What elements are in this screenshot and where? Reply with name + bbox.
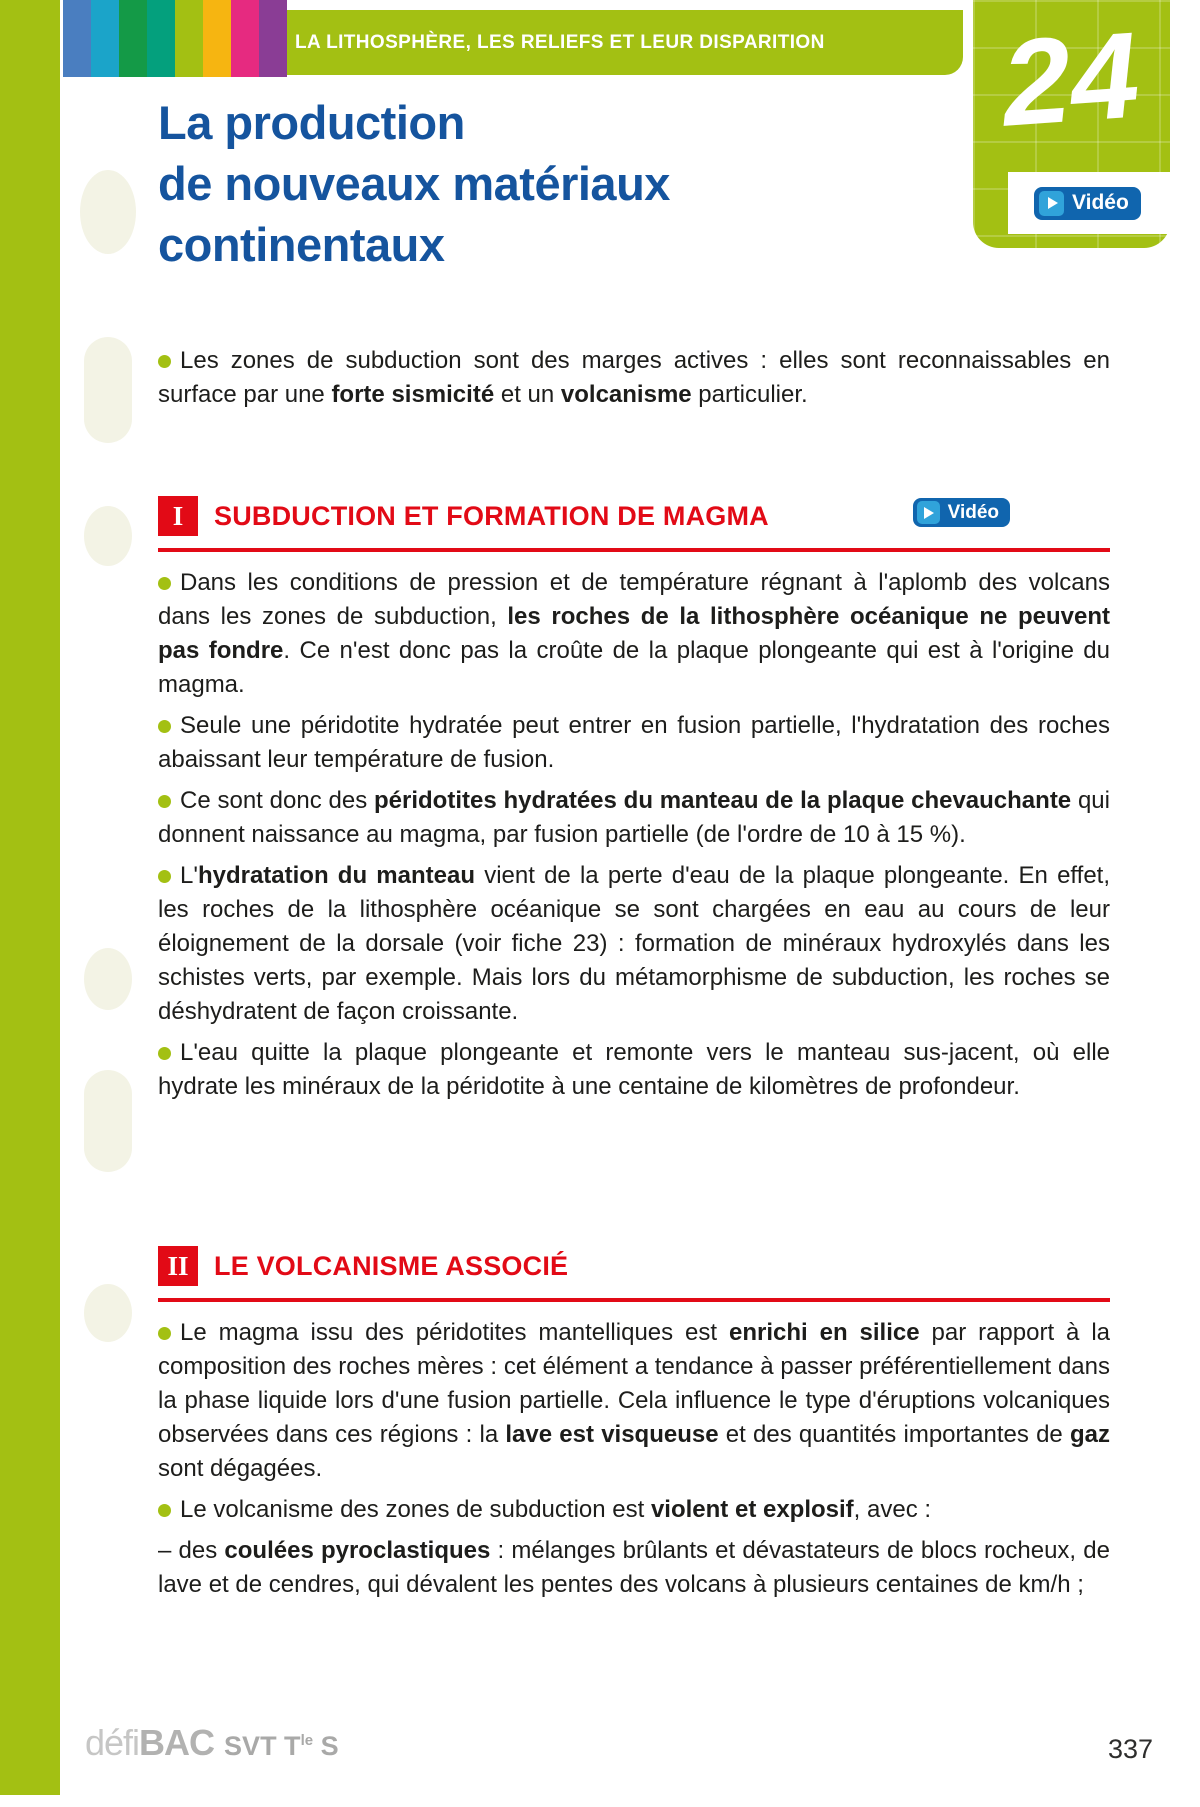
color-bar [91,0,119,77]
video-button-label: Vidéo [1072,191,1129,214]
color-bar [63,0,91,77]
color-bar [259,0,287,77]
page-number: 337 [1108,1734,1154,1764]
paragraph: Dans les conditions de pression et de température régnant à l'aplomb des volcans dans les zones de subduction, les roches de la lithosphère océanique ne peuvent pas fondre. Ce n'est donc pas la croûte de la plaque plongeante qui est à l'origine du magma. [158,569,1110,698]
heading-rule [158,548,1110,552]
paragraph: Seule une péridotite hydratée peut entrer en fusion partielle, l'hydratation des roches abaissant leur température de fusion. [158,712,1110,773]
intro-paragraphs [158,344,1110,419]
video-button-label: Vidéo [947,501,999,523]
banner-title: LA LITHOSPHÈRE, LES RELIEFS ET LEUR DISPARITION [295,31,825,53]
section-heading-row [158,1246,1110,1286]
paragraph: L'eau quitte la plaque plongeante et remonte vers le manteau sus-jacent, où elle hydrate les minéraux de la péridotite à une centaine de kilomètres de profondeur. [158,1039,1110,1100]
paragraph: Le magma issu des péridotites mantelliques est enrichi en silice par rapport à la composition des roches mères : cet élément a tendance à passer préférentiellement dans la phase liquide lors d'une fusion partielle. Cela influence le type d'éruptions volcaniques observées dans ces régions : la lave est visqueuse et des quantités importantes de gaz sont dégagées. [158,1319,1110,1482]
section-paragraphs [158,566,1110,1104]
section-paragraphs [158,1316,1110,1602]
heading-rule [158,1298,1110,1302]
title-line: continentaux [158,218,445,271]
play-icon [1039,191,1064,216]
section-video-button[interactable] [913,498,1010,527]
brand-logo [85,1722,339,1764]
brand-light: défi [85,1722,140,1763]
paragraph: – des coulées pyroclastiques : mélanges brûlants et dévastateurs de blocs rocheux, de lave et de cendres, qui dévalent les pentes des volcans à plusieurs centaines de km/h ; [158,1537,1110,1598]
paragraph: Les zones de subduction sont des marges actives : elles sont reconnaissables en surface par une forte sismicité et un volcanisme particulier. [158,347,1110,408]
bullet-icon [158,577,171,590]
color-bar [231,0,259,77]
section-volcanisme [158,1246,1110,1609]
bullet-icon [158,720,171,733]
paragraph: Ce sont donc des péridotites hydratées du manteau de la plaque chevauchante qui donnent naissance au magma, par fusion partielle (de l'ordre de 10 à 15 %). [158,787,1110,848]
paragraph: Le volcanisme des zones de subduction est violent et explosif, avec : [158,1493,1110,1527]
bullet-icon [158,1327,171,1340]
bullet-icon [158,870,171,883]
color-bar [175,0,203,77]
bullet-icon [158,1047,171,1060]
decor-blob [84,1070,132,1172]
section-subduction [158,496,1110,1111]
bullet-icon [158,795,171,808]
color-bar [147,0,175,77]
decor-blob [80,170,136,254]
decor-blob [84,948,132,1010]
left-edge-bar [0,0,60,1795]
section-heading: LE VOLCANISME ASSOCIÉ [214,1250,569,1281]
brand-bold: BAC [139,1722,215,1763]
chapter-number: 24 [996,5,1147,153]
bullet-icon [158,355,171,368]
bullet-icon [158,1504,171,1517]
color-bar [203,0,231,77]
title-line: La production [158,96,465,149]
play-icon [917,501,940,524]
brand-subject: SVT $T^{le}$ S [224,1731,339,1761]
chapter-video-button[interactable] [1034,187,1141,220]
color-bars-strip [63,0,287,77]
chapter-theme-banner [63,10,963,75]
section-numeral-badge: II [158,1246,198,1286]
section-numeral-badge: I [158,496,198,536]
decor-blob [84,337,132,443]
chapter-video-strip [1008,172,1180,234]
paragraph: L'hydratation du manteau vient de la perte d'eau de la plaque plongeante. En effet, les roches de la lithosphère océanique se sont chargées en eau au cours de leur éloignement de la dorsale (voir fiche 23) : formation de minéraux hydroxylés dans les schistes verts, par exemple. Mais lors du métamorphisme de subduction, les roches se déshydratent de façon croissante. [158,862,1111,1025]
color-bar [119,0,147,77]
decor-blob [84,506,132,566]
decor-blob [84,1284,132,1342]
title-line: de nouveaux matériaux [158,157,670,210]
section-heading-row [158,496,1110,536]
page-title [158,92,670,275]
section-heading: SUBDUCTION ET FORMATION DE MAGMA [214,500,769,531]
